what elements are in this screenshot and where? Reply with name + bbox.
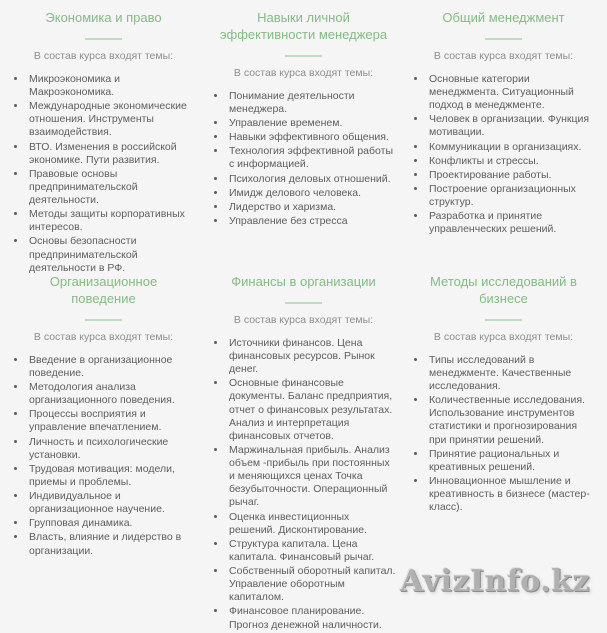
course-title: Организационное поведение <box>49 274 158 306</box>
topic-item: • Власть, влияние и лидерство в организации. <box>27 531 197 557</box>
topic-item: • Принятие рациональных и креативных решений. <box>427 448 597 474</box>
divider <box>85 38 122 40</box>
topic-item: • Индивидуальное и организационное научение. <box>27 490 197 516</box>
divider <box>285 302 322 304</box>
course-intro: В состав курса входят темы: <box>433 330 574 343</box>
topic-item: • Навыки эффективного общения. <box>227 131 397 144</box>
topics-list <box>410 354 597 515</box>
course-title: Навыки личной эффективности менеджера <box>219 10 388 42</box>
course-intro: В состав курса входят темы: <box>233 66 374 79</box>
course-card-organizational-behavior <box>10 272 197 633</box>
divider <box>485 319 522 321</box>
topic-item: • Коммуникации в организациях. <box>427 141 597 154</box>
topic-item: • Финансовое планирование. Прогноз денежной наличности. <box>227 605 397 631</box>
topic-item: • Методы защиты корпоративных интересов. <box>27 208 197 234</box>
topic-item: • Введение в организационное поведение. <box>27 354 197 380</box>
topic-item: • Конфликты и стрессы. <box>427 155 597 168</box>
topic-item: • Психология деловых отношений. <box>227 173 397 186</box>
topics-list <box>410 73 597 237</box>
topic-item: • ВТО. Изменения в российской экономике. Пути развития. <box>27 141 197 167</box>
divider <box>485 38 522 40</box>
topic-item: • Структура капитала. Цена капитала. Финансовый рычаг. <box>227 538 397 564</box>
course-title: Экономика и право <box>45 10 162 25</box>
course-title: Общий менеджмент <box>442 10 565 25</box>
topic-item: • Методология анализа организационного поведения. <box>27 381 197 407</box>
topic-item: • Оценка инвестиционных решений. Дисконтирование. <box>227 511 397 537</box>
topic-item: • Трудовая мотивация: модели, приемы и проблемы. <box>27 463 197 489</box>
course-card-economics-law <box>10 8 197 272</box>
course-intro: В состав курса входят темы: <box>33 49 174 62</box>
topic-item: • Лидерство и харизма. <box>227 201 397 214</box>
topic-item: • Человек в организации. Функция мотивации. <box>427 113 597 139</box>
topic-item: • Маржинальная прибыль. Анализ объем -прибыль при постоянных и меняющихся ценах Точка безубыточности. Операционный рычаг. <box>227 444 397 510</box>
topic-item: • Основные категории менеджмента. Ситуационный подход в менеджменте. <box>427 73 597 112</box>
topic-item: • Инновационное мышление и креативность в бизнесе (мастер-класс). <box>427 475 597 514</box>
topic-item: • Личность и психологические установки. <box>27 436 197 462</box>
topic-item: • Микроэкономика и Макроэкономика. <box>27 73 197 99</box>
topic-item: • Количественные исследования. Использование инструментов статистики и прогнозирования при принятии решений. <box>427 394 597 447</box>
topic-item: • Построение организационных структур. <box>427 183 597 209</box>
topic-item: • Основы безопасности предпринимательской деятельности в РФ. <box>27 235 197 274</box>
course-intro: В состав курса входят темы: <box>33 330 174 343</box>
topic-item: • Управление без стресса <box>227 215 397 228</box>
course-card-personal-effectiveness <box>210 8 397 272</box>
topic-item: • Международные экономические отношения. Инструменты взаимодействия. <box>27 100 197 139</box>
watermark-avizinfo: AvizInfo.kz <box>400 564 590 599</box>
topic-item: • Имидж делового человека. <box>227 187 397 200</box>
topics-list <box>210 90 397 228</box>
topic-item: • Процессы восприятия и управление впечатлением. <box>27 408 197 434</box>
topic-item: • Понимание деятельности менеджера. <box>227 90 397 116</box>
topic-item: • Собственный оборотный капитал. Управление оборотным капиталом. <box>227 565 397 604</box>
course-card-finance <box>210 272 397 633</box>
course-title: Финансы в организации <box>231 274 376 289</box>
topic-item: • Проектирование работы. <box>427 169 597 182</box>
topic-item: • Правовые основы предпринимательской деятельности. <box>27 168 197 207</box>
topic-item: • Типы исследований в менеджменте. Качественные исследования. <box>427 354 597 393</box>
topic-item: • Групповая динамика. <box>27 517 197 530</box>
topics-list <box>210 337 397 632</box>
topic-item: • Разработка и принятие управленческих решений. <box>427 210 597 236</box>
course-card-general-management <box>410 8 597 272</box>
course-title: Методы исследований в бизнесе <box>430 274 577 306</box>
topics-list <box>10 354 197 558</box>
topic-item: • Технология эффективной работы с информацией. <box>227 145 397 171</box>
course-intro: В состав курса входят темы: <box>233 313 374 326</box>
course-intro: В состав курса входят темы: <box>433 49 574 62</box>
topic-item: • Источники финансов. Цена финансовых ресурсов. Рынок денег. <box>227 337 397 376</box>
topics-list <box>10 73 197 275</box>
topic-item: • Управление временем. <box>227 117 397 130</box>
topic-item: • Основные финансовые документы. Баланс предприятия, отчет о финансовых результатах. Анализ и интерпретация финансовых отчетов. <box>227 377 397 443</box>
divider <box>285 55 322 57</box>
divider <box>85 319 122 321</box>
